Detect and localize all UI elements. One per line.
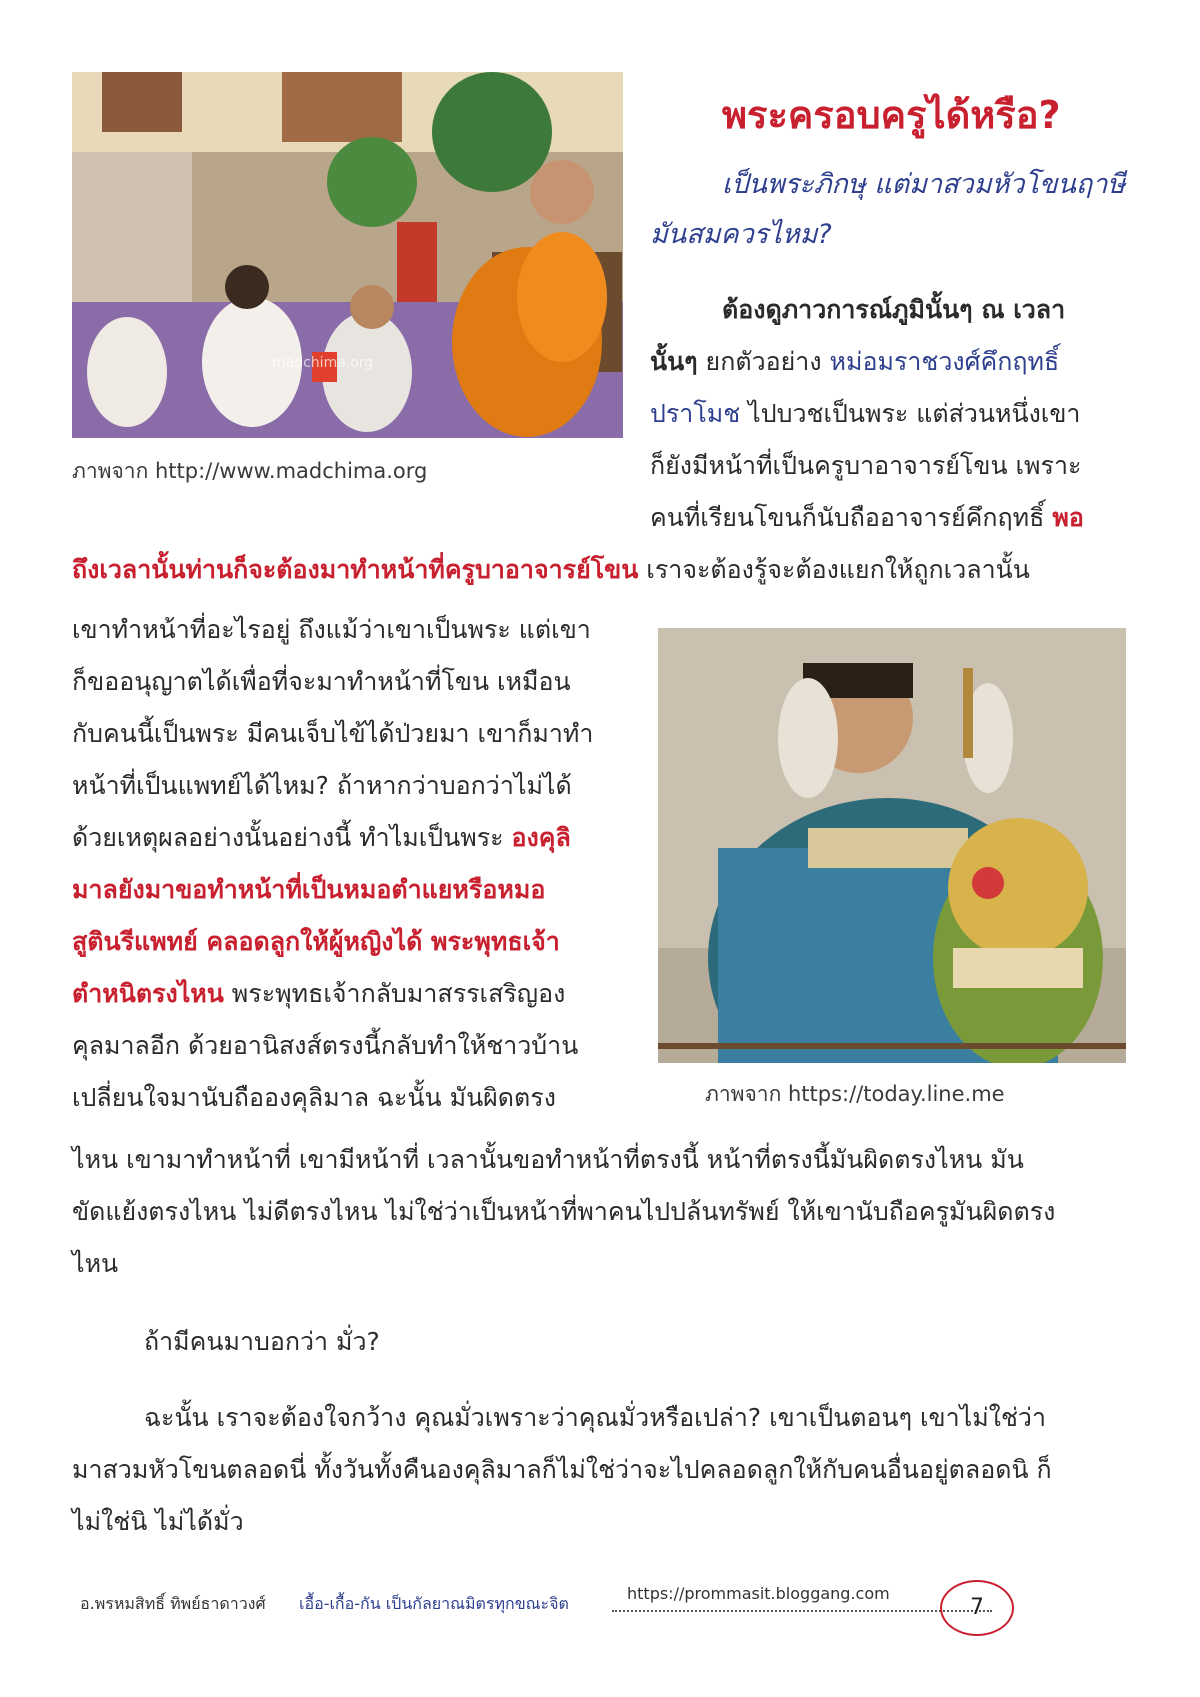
footer-url[interactable]: https://prommasit.bloggang.com xyxy=(627,1584,890,1603)
paragraph-1 xyxy=(650,284,1126,544)
page-title: พระครอบครูได้หรือ? xyxy=(722,93,1061,137)
p2-line-5: ด้วยเหตุผลอย่างนั้นอย่างนี้ ทำไมเป็นพระ องคุลิ xyxy=(72,823,571,852)
p1-line-3: ปราโมช ไปบวชเป็นพระ แต่ส่วนหนึ่งเขา xyxy=(650,399,1081,428)
p2-line-9: คุลมาลอีก ด้วยอานิสงส์ตรงนี้กลับทำให้ชาวบ้าน xyxy=(72,1031,579,1060)
p2-line-3: กับคนนี้เป็นพระ มีคนเจ็บไข้ได้ป่วยมา เขาก็มาทำ xyxy=(72,719,594,748)
paragraph-3: ถ้ามีคนมาบอกว่า มั่ว? xyxy=(144,1327,380,1356)
paragraph-4 xyxy=(72,1392,1126,1548)
subtitle-line-1: เป็นพระภิกษุ แต่มาสวมหัวโขนฤาษี xyxy=(722,169,1126,200)
p2-line-13: ไหน xyxy=(72,1249,119,1278)
paragraph-2-continued xyxy=(72,1134,1126,1290)
subtitle-line-2: มันสมควรไหม? xyxy=(650,219,832,250)
p2-line-10: เปลี่ยนใจมานับถือองคุลิมาล ฉะนั้น มันผิดตรง xyxy=(72,1083,556,1112)
khon-portrait-photo xyxy=(658,628,1126,1063)
watermark: madchima.org xyxy=(272,355,374,371)
p2-line-8: ตำหนิตรงไหน พระพุทธเจ้ากลับมาสรรเสริญอง xyxy=(72,979,566,1008)
p2-line-12: ขัดแย้งตรงไหน ไม่ดีตรงไหน ไม่ใช่ว่าเป็นหน้าที่พาคนไปปล้นทรัพย์ ให้เขานับถือครูมันผิดตรง xyxy=(72,1197,1056,1226)
p4-line-2: มาสวมหัวโขนตลอดนี่ ทั้งวันทั้งคืนองคุลิมาลก็ไม่ใช่ว่าจะไปคลอดลูกให้กับคนอื่นอยู่ตลอดนิ ก็ xyxy=(72,1455,1052,1484)
page-footer xyxy=(72,1580,1132,1640)
p2-line-4: หน้าที่เป็นแพทย์ได้ไหม? ถ้าหากว่าบอกว่าไม่ได้ xyxy=(72,771,572,800)
subtitle xyxy=(650,160,1126,260)
footer-author: อ.พรหมสิทธิ์ ทิพย์ธาดาวงศ์ xyxy=(80,1594,266,1613)
page-number: 7 xyxy=(940,1580,1014,1636)
p2-line-7: สูตินรีแพทย์ คลอดลูกให้ผู้หญิงได้ พระพุทธเจ้า xyxy=(72,927,560,956)
person-name: หม่อมราชวงศ์คึกฤทธิ์ xyxy=(829,347,1060,376)
p1-line-1: ต้องดูภาวการณ์ภูมินั้นๆ ณ เวลา xyxy=(722,295,1066,324)
photo1-caption: ภาพจาก http://www.madchima.org xyxy=(72,459,428,483)
p1-line-5: คนที่เรียนโขนก็นับถืออาจารย์คึกฤทธิ์ พอ xyxy=(650,503,1084,532)
p2-line-1: เขาทำหน้าที่อะไรอยู่ ถึงแม้ว่าเขาเป็นพระ แต่เขา xyxy=(72,615,591,644)
p1-line-6: ถึงเวลานั้นท่านก็จะต้องมาทำหน้าที่ครูบาอาจารย์โขน เราจะต้องรู้จะต้องแยกให้ถูกเวลานั้น xyxy=(72,555,1030,584)
footer-dotted-rule xyxy=(612,1610,992,1612)
p1-line-4: ก็ยังมีหน้าที่เป็นครูบาอาจารย์โขน เพราะ xyxy=(650,451,1082,480)
p2-line-2: ก็ขออนุญาตได้เพื่อที่จะมาทำหน้าที่โขน เหมือน xyxy=(72,667,571,696)
p4-line-1: ฉะนั้น เราจะต้องใจกว้าง คุณมั่วเพราะว่าคุณมั่วหรือเปล่า? เขาเป็นตอนๆ เขาไม่ใช่ว่า xyxy=(144,1403,1046,1432)
footer-slogan: เอื้อ-เกื้อ-กัน เป็นกัลยาณมิตรทุกขณะจิต xyxy=(299,1594,569,1613)
photo2-caption: ภาพจาก https://today.line.me xyxy=(705,1082,1005,1106)
ceremony-photo xyxy=(72,72,623,438)
paragraph-2 xyxy=(72,604,632,1124)
p2-line-6: มาลยังมาขอทำหน้าที่เป็นหมอตำแยหรือหมอ xyxy=(72,875,546,904)
p4-line-3: ไม่ใช่นิ ไม่ได้มั่ว xyxy=(72,1507,244,1536)
p2-line-11: ไหน เขามาทำหน้าที่ เขามีหน้าที่ เวลานั้นขอทำหน้าที่ตรงนี้ หน้าที่ตรงนี้มันผิดตรงไหน มัน xyxy=(72,1145,1024,1174)
p1-line-2: นั้นๆ ยกตัวอย่าง หม่อมราชวงศ์คึกฤทธิ์ xyxy=(650,347,1060,376)
